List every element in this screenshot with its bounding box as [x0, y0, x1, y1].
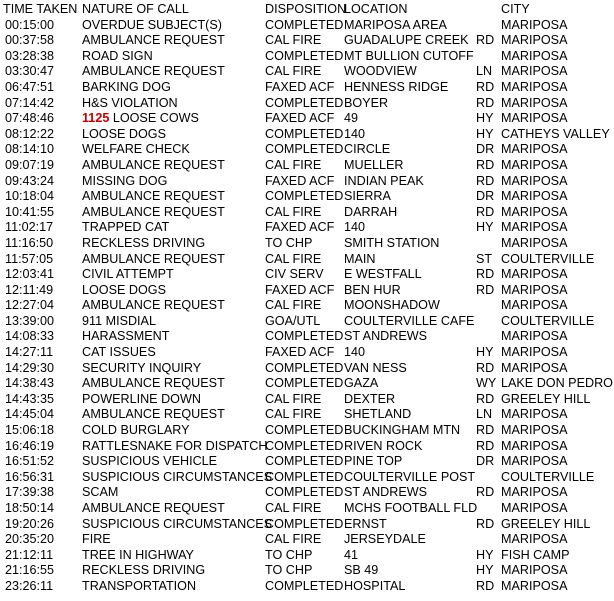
table-row [0, 579, 614, 595]
disposition-cell: COMPLETED [265, 48, 344, 63]
nature-text: H&S VIOLATION [82, 95, 178, 110]
street-suffix-cell: RD [476, 95, 495, 110]
header-location: LOCATION [344, 2, 408, 16]
call-log-rows [0, 18, 614, 595]
time-taken-cell: 12:27:04 [5, 298, 55, 313]
city-cell: MARIPOSA [501, 111, 568, 126]
time-taken-cell: 21:16:55 [5, 563, 55, 578]
table-row [0, 501, 614, 517]
location-cell: 41 [344, 547, 359, 562]
city-cell: MARIPOSA [501, 578, 568, 593]
time-taken-cell: 12:11:49 [5, 282, 54, 297]
street-suffix-cell: LN [476, 407, 493, 422]
disposition-cell: COMPLETED [265, 95, 344, 110]
nature-of-call-cell [82, 111, 199, 127]
city-cell: LAKE DON PEDRO [501, 376, 613, 391]
nature-text: AMBULANCE REQUEST [82, 501, 225, 515]
nature-of-call-cell [82, 298, 225, 314]
time-taken-cell: 15:06:18 [5, 423, 55, 438]
nature-of-call-cell [82, 407, 225, 423]
time-taken-cell: 09:07:19 [5, 157, 55, 172]
nature-of-call-cell [82, 49, 153, 65]
header-city: CITY [501, 2, 530, 16]
nature-text: TRANSPORTATION [82, 578, 197, 593]
street-suffix-cell: RD [476, 204, 495, 219]
disposition-cell: COMPLETED [265, 126, 344, 141]
nature-text: SUSPICIOUS CIRCUMSTANCES [82, 516, 273, 531]
nature-text: AMBULANCE REQUEST [82, 157, 225, 172]
table-row [0, 314, 614, 330]
city-cell: MARIPOSA [501, 48, 568, 63]
disposition-cell: FAXED ACF [265, 173, 335, 188]
disposition-cell: COMPLETED [265, 189, 344, 204]
table-row [0, 563, 614, 579]
time-taken-cell: 20:35:20 [5, 532, 55, 547]
nature-of-call-cell [82, 423, 190, 439]
header-disposition: DISPOSITION [265, 2, 347, 16]
location-cell: MCHS FOOTBALL FLD [344, 501, 478, 515]
city-cell: MARIPOSA [501, 485, 568, 500]
nature-text: ROAD SIGN [82, 48, 153, 63]
disposition-cell: FAXED ACF [265, 111, 335, 126]
table-row [0, 18, 614, 34]
location-cell: HOSPITAL [344, 578, 406, 593]
location-cell: SMITH STATION [344, 235, 440, 250]
call-code: 1125 [82, 111, 110, 126]
location-cell: 140 [344, 126, 366, 141]
time-taken-cell: 10:41:55 [5, 204, 55, 219]
time-taken-cell: 19:20:26 [5, 516, 55, 531]
nature-text: SCAM [82, 485, 119, 500]
city-cell: FISH CAMP [501, 547, 570, 562]
nature-text: RECKLESS DRIVING [82, 235, 206, 250]
table-row [0, 376, 614, 392]
nature-of-call-cell [82, 485, 118, 501]
location-cell: DARRAH [344, 204, 398, 219]
nature-text: POWERLINE DOWN [82, 391, 201, 406]
nature-of-call-cell [82, 252, 225, 268]
location-cell: MUELLER [344, 157, 404, 172]
header-nature-of-call: NATURE OF CALL [82, 2, 189, 16]
time-taken-cell: 10:18:04 [5, 189, 55, 204]
time-taken-cell: 23:26:11 [5, 578, 54, 593]
nature-of-call-cell [82, 18, 222, 34]
table-row [0, 485, 614, 501]
location-cell: ST ANDREWS [344, 329, 428, 344]
location-cell: 49 [344, 111, 359, 126]
street-suffix-cell: RD [476, 391, 495, 406]
street-suffix-cell: DR [476, 454, 495, 469]
disposition-cell: CAL FIRE [265, 501, 322, 515]
city-cell: MARIPOSA [501, 360, 568, 375]
city-cell: MARIPOSA [501, 79, 568, 94]
time-taken-cell: 07:14:42 [5, 95, 55, 110]
location-cell: 140 [344, 345, 366, 360]
nature-text: SECURITY INQUIRY [82, 360, 202, 375]
street-suffix-cell: RD [476, 33, 495, 48]
table-row [0, 298, 614, 314]
table-row [0, 252, 614, 268]
header-row [0, 2, 614, 18]
city-cell: MARIPOSA [501, 345, 568, 360]
disposition-cell: COMPLETED [265, 516, 344, 531]
location-cell: HENNESS RIDGE [344, 79, 449, 94]
location-cell: 140 [344, 220, 366, 235]
city-cell: MARIPOSA [501, 157, 568, 172]
nature-text: COLD BURGLARY [82, 423, 190, 438]
nature-text: RATTLESNAKE FOR DISPATCH [82, 438, 268, 453]
disposition-cell: FAXED ACF [265, 220, 335, 235]
location-cell: GUADALUPE CREEK [344, 33, 469, 48]
disposition-cell: COMPLETED [265, 438, 344, 453]
city-cell: MARIPOSA [501, 235, 568, 250]
nature-of-call-cell [82, 80, 171, 96]
table-row [0, 174, 614, 190]
time-taken-cell: 14:27:11 [5, 345, 54, 360]
nature-of-call-cell [82, 329, 169, 345]
location-cell: COULTERVILLE POST [344, 469, 476, 484]
time-taken-cell: 16:56:31 [5, 469, 55, 484]
disposition-cell: COMPLETED [265, 578, 344, 593]
disposition-cell: CAL FIRE [265, 204, 322, 219]
city-cell: CATHEYS VALLEY [501, 126, 610, 141]
city-cell: MARIPOSA [501, 95, 568, 110]
nature-text: LOOSE COWS [109, 111, 199, 126]
table-row [0, 189, 614, 205]
disposition-cell: CAL FIRE [265, 298, 322, 313]
nature-of-call-cell [82, 470, 272, 486]
nature-text: RECKLESS DRIVING [82, 563, 206, 578]
table-row [0, 329, 614, 345]
street-suffix-cell: HY [476, 563, 494, 578]
disposition-cell: FAXED ACF [265, 79, 335, 94]
street-suffix-cell: HY [476, 126, 494, 141]
nature-text: CIVIL ATTEMPT [82, 267, 174, 282]
disposition-cell: CAL FIRE [265, 532, 322, 547]
nature-text: LOOSE DOGS [82, 126, 166, 141]
city-cell: MARIPOSA [501, 220, 568, 235]
nature-text: SUSPICIOUS VEHICLE [82, 454, 218, 469]
nature-text: MISSING DOG [82, 173, 168, 188]
nature-text: HARASSMENT [82, 329, 170, 344]
nature-text: AMBULANCE REQUEST [82, 204, 225, 219]
city-cell: MARIPOSA [501, 298, 568, 313]
disposition-cell: CIV SERV [265, 267, 324, 282]
city-cell: MARIPOSA [501, 142, 568, 157]
disposition-cell: COMPLETED [265, 329, 344, 344]
city-cell: MARIPOSA [501, 189, 568, 204]
disposition-cell: CAL FIRE [265, 33, 322, 48]
street-suffix-cell: WY [476, 376, 497, 391]
nature-of-call-cell [82, 563, 205, 579]
nature-of-call-cell [82, 267, 174, 283]
nature-of-call-cell [82, 532, 111, 548]
city-cell: GREELEY HILL [501, 391, 591, 406]
location-cell: MARIPOSA AREA [344, 17, 447, 32]
disposition-cell: TO CHP [265, 547, 313, 562]
location-cell: DEXTER [344, 391, 396, 406]
nature-of-call-cell [82, 174, 167, 190]
table-row [0, 470, 614, 486]
nature-of-call-cell [82, 33, 225, 49]
nature-text: AMBULANCE REQUEST [82, 64, 225, 79]
disposition-cell: CAL FIRE [265, 157, 322, 172]
time-taken-cell: 14:29:30 [5, 360, 55, 375]
table-row [0, 423, 614, 439]
nature-of-call-cell [82, 127, 166, 143]
street-suffix-cell: RD [476, 79, 495, 94]
street-suffix-cell: HY [476, 111, 494, 126]
nature-text: AMBULANCE REQUEST [82, 298, 225, 313]
nature-text: AMBULANCE REQUEST [82, 376, 225, 391]
nature-of-call-cell [82, 220, 169, 236]
time-taken-cell: 11:16:50 [5, 235, 54, 250]
nature-of-call-cell [82, 392, 201, 408]
city-cell: MARIPOSA [501, 501, 568, 515]
street-suffix-cell: ST [476, 251, 493, 266]
table-row [0, 454, 614, 470]
table-row [0, 158, 614, 174]
nature-of-call-cell [82, 158, 225, 174]
time-taken-cell: 08:12:22 [5, 126, 55, 141]
time-taken-cell: 08:14:10 [5, 142, 55, 157]
nature-of-call-cell [82, 439, 267, 455]
nature-text: TREE IN HIGHWAY [82, 547, 194, 562]
city-cell: MARIPOSA [501, 17, 568, 32]
city-cell: MARIPOSA [501, 173, 568, 188]
time-taken-cell: 12:03:41 [5, 267, 55, 282]
table-row [0, 548, 614, 564]
nature-of-call-cell [82, 96, 178, 112]
nature-of-call-cell [82, 314, 156, 330]
location-cell: RIVEN ROCK [344, 438, 423, 453]
disposition-cell: TO CHP [265, 235, 313, 250]
time-taken-cell: 14:08:33 [5, 329, 55, 344]
table-row [0, 267, 614, 283]
location-cell: COULTERVILLE CAFE [344, 313, 475, 328]
disposition-cell: FAXED ACF [265, 345, 335, 360]
location-cell: WOODVIEW [344, 64, 417, 79]
nature-of-call-cell [82, 189, 225, 205]
city-cell: COULTERVILLE [501, 469, 595, 484]
table-row [0, 127, 614, 143]
table-row [0, 407, 614, 423]
city-cell: MARIPOSA [501, 532, 568, 547]
location-cell: ST ANDREWS [344, 485, 428, 500]
street-suffix-cell: RD [476, 423, 495, 438]
location-cell: VAN NESS [344, 360, 407, 375]
city-cell: MARIPOSA [501, 423, 568, 438]
street-suffix-cell: RD [476, 282, 495, 297]
time-taken-cell: 03:30:47 [5, 64, 55, 79]
location-cell: ERNST [344, 516, 387, 531]
disposition-cell: COMPLETED [265, 454, 344, 469]
nature-text: LOOSE DOGS [82, 282, 166, 297]
disposition-cell: CAL FIRE [265, 407, 322, 422]
time-taken-cell: 06:47:51 [5, 79, 55, 94]
nature-text: SUSPICIOUS CIRCUMSTANCES [82, 469, 273, 484]
location-cell: E WESTFALL [344, 267, 422, 282]
disposition-cell: TO CHP [265, 563, 313, 578]
nature-text: OVERDUE SUBJECT(S) [82, 17, 222, 32]
location-cell: MT BULLION CUTOFF [344, 48, 474, 63]
time-taken-cell: 11:57:05 [5, 251, 54, 266]
location-cell: MAIN [344, 251, 376, 266]
street-suffix-cell: HY [476, 345, 494, 360]
street-suffix-cell: HY [476, 547, 494, 562]
city-cell: MARIPOSA [501, 438, 568, 453]
city-cell: COULTERVILLE [501, 313, 595, 328]
location-cell: PINE TOP [344, 454, 403, 469]
city-cell: MARIPOSA [501, 454, 568, 469]
disposition-cell: COMPLETED [265, 142, 344, 157]
street-suffix-cell: RD [476, 578, 495, 593]
table-row [0, 345, 614, 361]
table-row [0, 49, 614, 65]
table-row [0, 361, 614, 377]
city-cell: MARIPOSA [501, 329, 568, 344]
time-taken-cell: 00:15:00 [5, 17, 55, 32]
table-row [0, 142, 614, 158]
street-suffix-cell: RD [476, 267, 495, 282]
city-cell: MARIPOSA [501, 64, 568, 79]
disposition-cell: COMPLETED [265, 360, 344, 375]
disposition-cell: GOA/UTL [265, 313, 321, 328]
nature-of-call-cell [82, 454, 217, 470]
disposition-cell: FAXED ACF [265, 282, 335, 297]
time-taken-cell: 07:48:46 [5, 111, 55, 126]
table-row [0, 517, 614, 533]
time-taken-cell: 11:02:17 [5, 220, 54, 235]
street-suffix-cell: RD [476, 157, 495, 172]
time-taken-cell: 16:51:52 [5, 454, 55, 469]
disposition-cell: COMPLETED [265, 17, 344, 32]
location-cell: INDIAN PEAK [344, 173, 424, 188]
nature-text: FIRE [82, 532, 111, 547]
city-cell: GREELEY HILL [501, 516, 591, 531]
time-taken-cell: 00:37:58 [5, 33, 55, 48]
table-row [0, 33, 614, 49]
time-taken-cell: 18:50:14 [5, 501, 55, 515]
location-cell: SHETLAND [344, 407, 412, 422]
nature-of-call-cell [82, 205, 225, 221]
location-cell: GAZA [344, 376, 379, 391]
disposition-cell: COMPLETED [265, 423, 344, 438]
disposition-cell: COMPLETED [265, 485, 344, 500]
disposition-cell: CAL FIRE [265, 64, 322, 79]
table-row [0, 283, 614, 299]
time-taken-cell: 14:38:43 [5, 376, 55, 391]
street-suffix-cell: RD [476, 360, 495, 375]
time-taken-cell: 03:28:38 [5, 48, 55, 63]
nature-text: 911 MISDIAL [82, 313, 156, 328]
city-cell: MARIPOSA [501, 282, 568, 297]
time-taken-cell: 16:46:19 [5, 438, 55, 453]
disposition-cell: COMPLETED [265, 469, 344, 484]
city-cell: MARIPOSA [501, 33, 568, 48]
nature-of-call-cell [82, 236, 205, 252]
nature-of-call-cell [82, 345, 156, 361]
table-row [0, 236, 614, 252]
time-taken-cell: 17:39:38 [5, 485, 55, 500]
nature-of-call-cell [82, 501, 225, 517]
street-suffix-cell: RD [476, 485, 495, 500]
call-log-table [0, 2, 614, 595]
nature-text: AMBULANCE REQUEST [82, 251, 225, 266]
table-row [0, 96, 614, 112]
table-row [0, 64, 614, 80]
header-time-taken: TIME TAKEN [3, 2, 78, 16]
nature-text: TRAPPED CAT [82, 220, 170, 235]
street-suffix-cell: RD [476, 173, 495, 188]
city-cell: MARIPOSA [501, 563, 568, 578]
disposition-cell: COMPLETED [265, 376, 344, 391]
nature-of-call-cell [82, 579, 196, 595]
disposition-cell: CAL FIRE [265, 391, 322, 406]
nature-text: AMBULANCE REQUEST [82, 33, 225, 48]
nature-text: AMBULANCE REQUEST [82, 407, 225, 422]
nature-of-call-cell [82, 142, 190, 158]
table-row [0, 111, 614, 127]
city-cell: MARIPOSA [501, 407, 568, 422]
street-suffix-cell: DR [476, 142, 495, 157]
location-cell: SIERRA [344, 189, 391, 204]
disposition-cell: CAL FIRE [265, 251, 322, 266]
street-suffix-cell: RD [476, 516, 495, 531]
time-taken-cell: 21:12:11 [5, 547, 54, 562]
table-row [0, 220, 614, 236]
location-cell: BOYER [344, 95, 389, 110]
time-taken-cell: 14:45:04 [5, 407, 55, 422]
street-suffix-cell: HY [476, 220, 494, 235]
nature-of-call-cell [82, 361, 201, 377]
location-cell: JERSEYDALE [344, 532, 426, 547]
location-cell: CIRCLE [344, 142, 391, 157]
nature-of-call-cell [82, 548, 194, 564]
city-cell: COULTERVILLE [501, 251, 595, 266]
city-cell: MARIPOSA [501, 204, 568, 219]
street-suffix-cell: RD [476, 438, 495, 453]
time-taken-cell: 09:43:24 [5, 173, 55, 188]
time-taken-cell: 14:43:35 [5, 391, 55, 406]
street-suffix-cell: LN [476, 64, 493, 79]
nature-of-call-cell [82, 517, 272, 533]
table-row [0, 80, 614, 96]
nature-text: AMBULANCE REQUEST [82, 189, 225, 204]
table-row [0, 532, 614, 548]
location-cell: MOONSHADOW [344, 298, 440, 313]
time-taken-cell: 13:39:00 [5, 313, 55, 328]
location-cell: BEN HUR [344, 282, 401, 297]
nature-of-call-cell [82, 376, 225, 392]
nature-of-call-cell [82, 283, 166, 299]
table-row [0, 392, 614, 408]
location-cell: BUCKINGHAM MTN [344, 423, 461, 438]
table-row [0, 205, 614, 221]
nature-text: BARKING DOG [82, 79, 171, 94]
city-cell: MARIPOSA [501, 267, 568, 282]
nature-text: CAT ISSUES [82, 345, 156, 360]
location-cell: SB 49 [344, 563, 379, 578]
nature-of-call-cell [82, 64, 225, 80]
street-suffix-cell: DR [476, 189, 495, 204]
nature-text: WELFARE CHECK [82, 142, 190, 157]
table-row [0, 439, 614, 455]
